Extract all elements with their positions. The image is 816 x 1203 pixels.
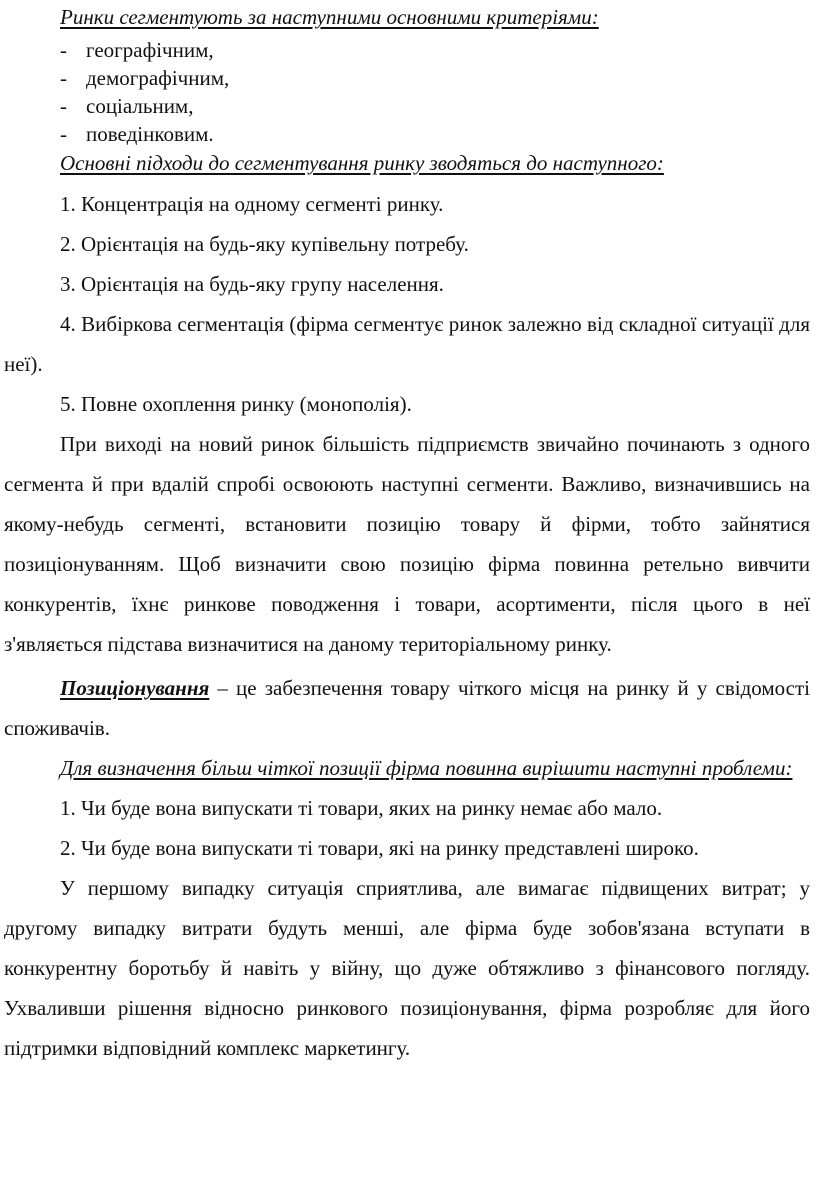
- criteria-item-demographic: демографічним,: [86, 66, 230, 90]
- list-marker: -: [60, 122, 67, 146]
- positioning-definition: – це забезпечення товару чіткого місця на ринку й у свідомості споживачів.: [4, 676, 810, 740]
- list-item: [60, 92, 810, 120]
- problem-item-2: 2. Чи буде вона випускати ті товари, які на ринку представлені широко.: [60, 836, 699, 860]
- approach-item-2: 2. Орієнтація на будь-яку купівельну потребу.: [60, 232, 469, 256]
- list-item: [60, 64, 810, 92]
- problems-heading: Для визначення більш чіткої позиції фірма повинна вирішити наступні проблеми:: [60, 756, 793, 780]
- criteria-heading: Ринки сегментують за наступними основними критеріями:: [60, 5, 599, 29]
- criteria-item-geographic: географічним,: [86, 38, 214, 62]
- list-item: [60, 120, 810, 148]
- approaches-heading: Основні підходи до сегментування ринку зводяться до наступного:: [60, 151, 664, 175]
- approach-item-1: 1. Концентрація на одному сегменті ринку.: [60, 192, 444, 216]
- criteria-list: [4, 36, 810, 148]
- list-item: [60, 36, 810, 64]
- approach-item-5: 5. Повне охоплення ринку (монополія).: [60, 392, 412, 416]
- positioning-definition-paragraph: [4, 668, 810, 748]
- paragraph-conclusion: У першому випадку ситуація сприятлива, але вимагає підвищених витрат; у другому випадку витрати будуть менші, але фірма буде зобов'язана вступати в конкурентну боротьбу й навіть у війну, що дуже обтяжливо з фінансового погляду. Ухваливши рішення відносно ринкового позиціонування, фірма розробляє для його підтримки відповідний комплекс маркетингу.: [4, 876, 810, 1060]
- list-marker: -: [60, 66, 67, 90]
- positioning-term: Позиціонування: [60, 676, 210, 700]
- list-marker: -: [60, 38, 67, 62]
- paragraph-market-entry: При виході на новий ринок більшість підприємств звичайно починають з одного сегмента й при вдалій спробі освоюють наступні сегменти. Важливо, визначившись на якому-небудь сегменті, встановити позицію товару й фірми, тобто зайнятися позиціонуванням. Щоб визначити свою позицію фірма повинна ретельно вивчити конкурентів, їхнє ринкове поводження і товари, асортименти, після цього в неї з'являється підстава визначитися на даному територіальному ринку.: [4, 432, 810, 656]
- list-marker: -: [60, 94, 67, 118]
- problem-item-1: 1. Чи буде вона випускати ті товари, яких на ринку немає або мало.: [60, 796, 663, 820]
- approach-item-4: 4. Вибіркова сегментація (фірма сегментує ринок залежно від складної ситуації для неї).: [4, 312, 810, 376]
- criteria-item-behavioral: поведінковим.: [86, 122, 214, 146]
- criteria-item-social: соціальним,: [86, 94, 194, 118]
- approach-item-3: 3. Орієнтація на будь-яку групу населення.: [60, 272, 444, 296]
